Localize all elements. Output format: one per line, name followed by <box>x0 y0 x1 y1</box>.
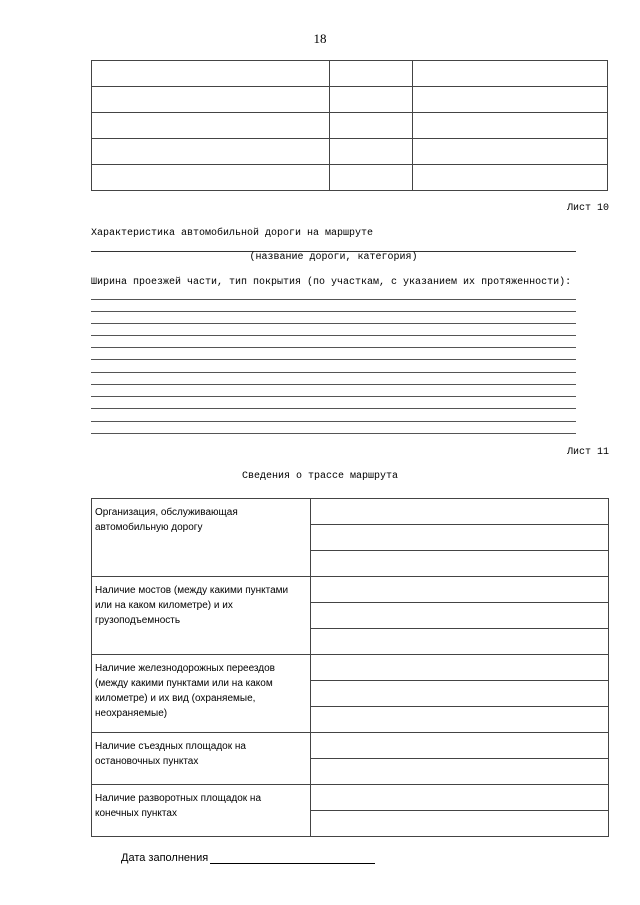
row-label-turnaround-areas: Наличие разворотных площадок на конечных пунктах <box>92 785 311 837</box>
table-cell[interactable] <box>92 113 330 139</box>
table-cell[interactable] <box>92 165 330 191</box>
writing-line[interactable] <box>91 408 576 409</box>
writing-line[interactable] <box>91 359 576 360</box>
table-cell[interactable] <box>92 87 330 113</box>
table-row <box>92 655 609 681</box>
table-cell[interactable] <box>330 165 413 191</box>
road-width-title: Ширина проезжей части, тип покрытия (по участкам, с указанием их протяженности): <box>91 277 572 288</box>
fill-date-input-line[interactable] <box>210 863 375 864</box>
table-row <box>92 113 608 139</box>
route-info-table <box>91 498 609 837</box>
writing-line[interactable] <box>91 396 576 397</box>
table-cell[interactable] <box>330 87 413 113</box>
table-cell[interactable] <box>413 61 608 87</box>
table-cell[interactable] <box>311 603 609 629</box>
table-row <box>92 87 608 113</box>
table-cell[interactable] <box>311 499 609 525</box>
table-cell[interactable] <box>311 655 609 681</box>
row-label-bridges: Наличие мостов (между какими пунктами или на каком километре) и их грузоподъемность <box>92 577 311 655</box>
table-cell[interactable] <box>311 525 609 551</box>
table-cell[interactable] <box>413 165 608 191</box>
table-cell[interactable] <box>330 61 413 87</box>
table-cell[interactable] <box>92 61 330 87</box>
route-info-title: Сведения о трассе маршрута <box>241 471 399 482</box>
table-row <box>92 165 608 191</box>
table-cell[interactable] <box>311 733 609 759</box>
table-cell[interactable] <box>311 759 609 785</box>
blank-table <box>91 60 608 191</box>
row-label-exit-areas: Наличие съездных площадок на остановочных пунктах <box>92 733 311 785</box>
table-cell[interactable] <box>311 551 609 577</box>
table-cell[interactable] <box>330 139 413 165</box>
table-row <box>92 577 609 603</box>
table-row <box>92 785 609 811</box>
writing-line[interactable] <box>91 421 576 422</box>
table-cell[interactable] <box>311 681 609 707</box>
table-row <box>92 733 609 759</box>
writing-line[interactable] <box>91 311 576 312</box>
table-cell[interactable] <box>413 87 608 113</box>
table-cell[interactable] <box>330 113 413 139</box>
table-row <box>92 61 608 87</box>
table-cell[interactable] <box>311 785 609 811</box>
road-characteristic-title: Характеристика автомобильной дороги на маршруте <box>91 228 374 239</box>
writing-line[interactable] <box>91 299 576 300</box>
row-label-railway-crossings: Наличие железнодорожных переездов (между какими пунктами или на каком километре) и их вид (охраняемые, неохраняемые) <box>92 655 311 733</box>
table-cell[interactable] <box>92 139 330 165</box>
writing-line[interactable] <box>91 335 576 336</box>
fill-date-label: Дата заполнения <box>121 852 209 864</box>
writing-line[interactable] <box>91 347 576 348</box>
table-cell[interactable] <box>311 577 609 603</box>
table-cell[interactable] <box>311 707 609 733</box>
table-cell[interactable] <box>311 811 609 837</box>
table-cell[interactable] <box>311 629 609 655</box>
road-name-hint: (название дороги, категория) <box>249 252 418 263</box>
page-number: 18 <box>313 31 327 46</box>
table-cell[interactable] <box>413 139 608 165</box>
table-cell[interactable] <box>413 113 608 139</box>
sheet-11-label: Лист 11 <box>566 447 609 458</box>
table-row <box>92 139 608 165</box>
writing-line[interactable] <box>91 323 576 324</box>
writing-line[interactable] <box>91 372 576 373</box>
writing-line[interactable] <box>91 433 576 434</box>
writing-line[interactable] <box>91 384 576 385</box>
row-label-road-organization: Организация, обслуживающая автомобильную дорогу <box>92 499 311 577</box>
table-row <box>92 499 609 525</box>
sheet-10-label: Лист 10 <box>566 203 609 214</box>
